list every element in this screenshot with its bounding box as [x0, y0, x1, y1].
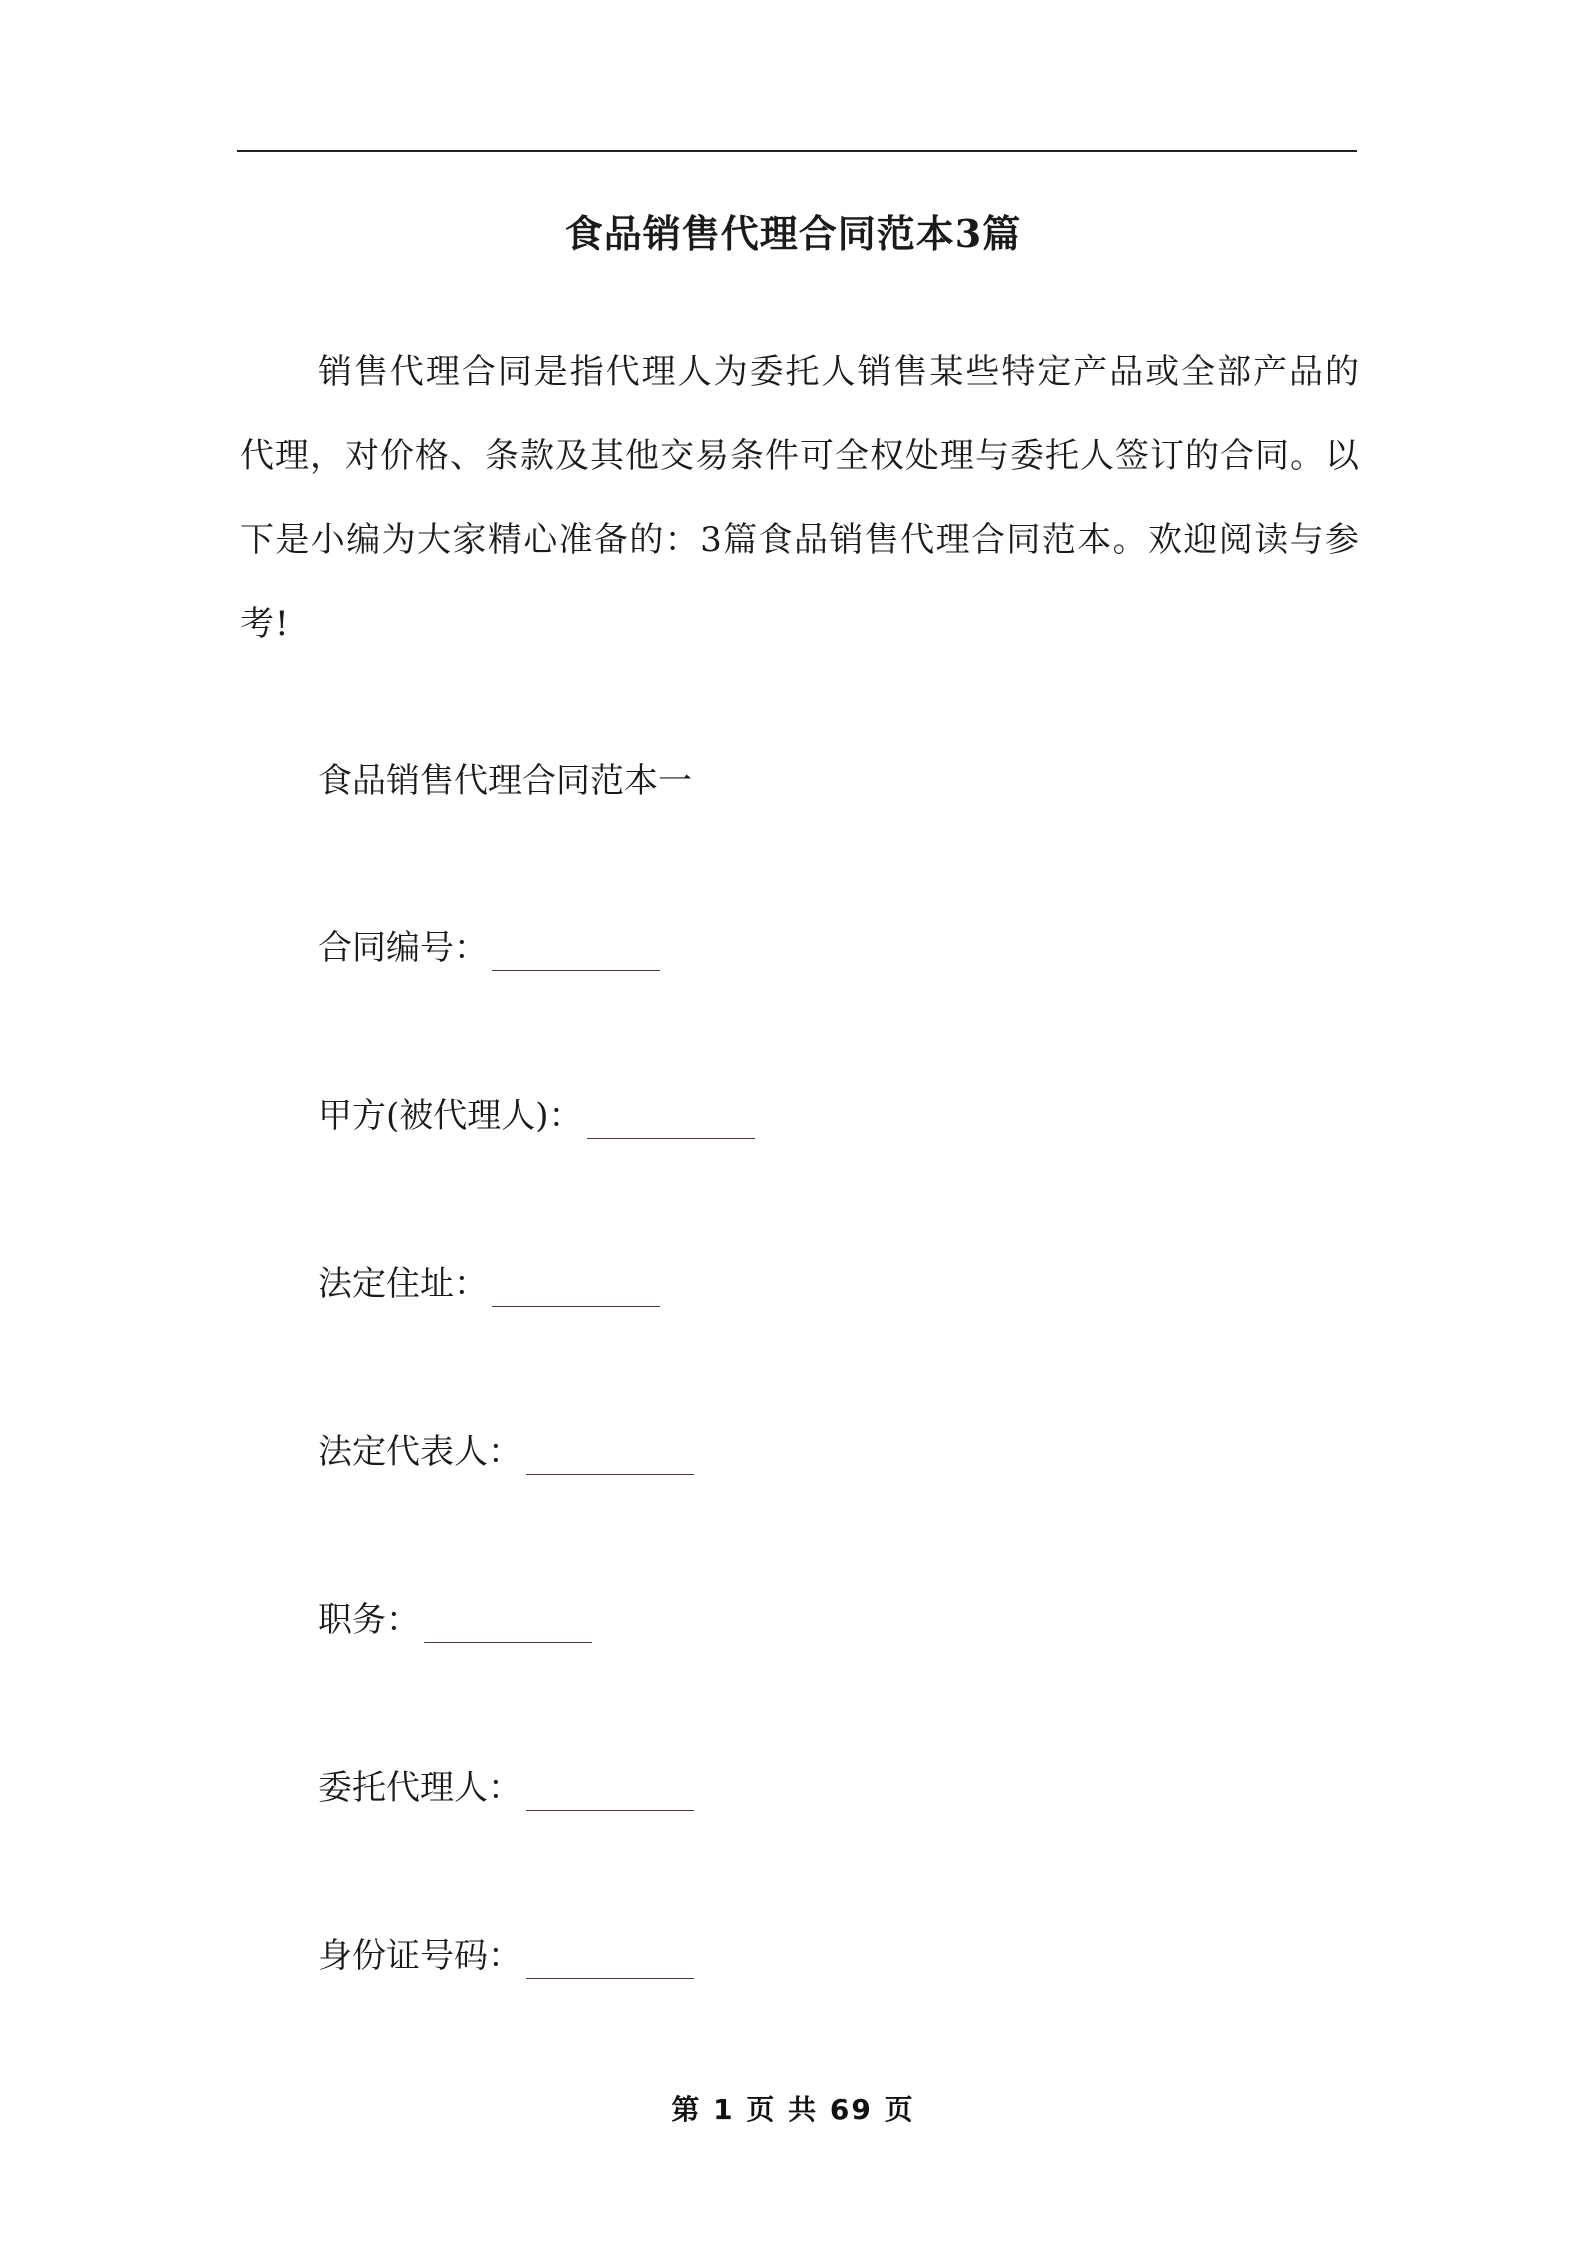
blank-line — [424, 1608, 592, 1643]
field-authorized-agent — [318, 1765, 694, 1811]
blank-line — [526, 1776, 694, 1811]
field-legal-address — [318, 1261, 660, 1307]
blank-line — [526, 1440, 694, 1475]
field-label: 职务： — [318, 1600, 420, 1640]
blank-line — [492, 936, 660, 971]
section-heading-text: 食品销售代理合同范本一 — [318, 761, 692, 801]
field-contract-number — [318, 925, 660, 971]
field-label: 甲方(被代理人)： — [318, 1096, 583, 1136]
field-id-number — [318, 1933, 694, 1979]
field-label: 身份证号码： — [318, 1936, 522, 1976]
document-title: 食品销售代理合同范本3篇 — [564, 211, 1022, 256]
field-label: 合同编号： — [318, 928, 488, 968]
field-legal-representative — [318, 1429, 694, 1475]
blank-line — [492, 1272, 660, 1307]
field-label: 法定代表人： — [318, 1432, 522, 1472]
header-rule — [237, 150, 1357, 152]
section-heading — [318, 758, 692, 804]
field-label: 法定住址： — [318, 1264, 488, 1304]
intro-paragraph: 销售代理合同是指代理人为委托人销售某些特定产品或全部产品的代理，对价格、条款及其他交易条件可全权处理与委托人签订的合同。以下是小编为大家精心准备的：3篇食品销售代理合同范本。欢迎阅读与参考! — [240, 352, 1360, 644]
blank-line — [587, 1104, 755, 1139]
blank-line — [526, 1944, 694, 1979]
field-position — [318, 1597, 592, 1643]
field-label: 委托代理人： — [318, 1768, 522, 1808]
page-number: 第 1 页 共 69 页 — [671, 2093, 915, 2126]
field-party-a — [318, 1093, 755, 1139]
